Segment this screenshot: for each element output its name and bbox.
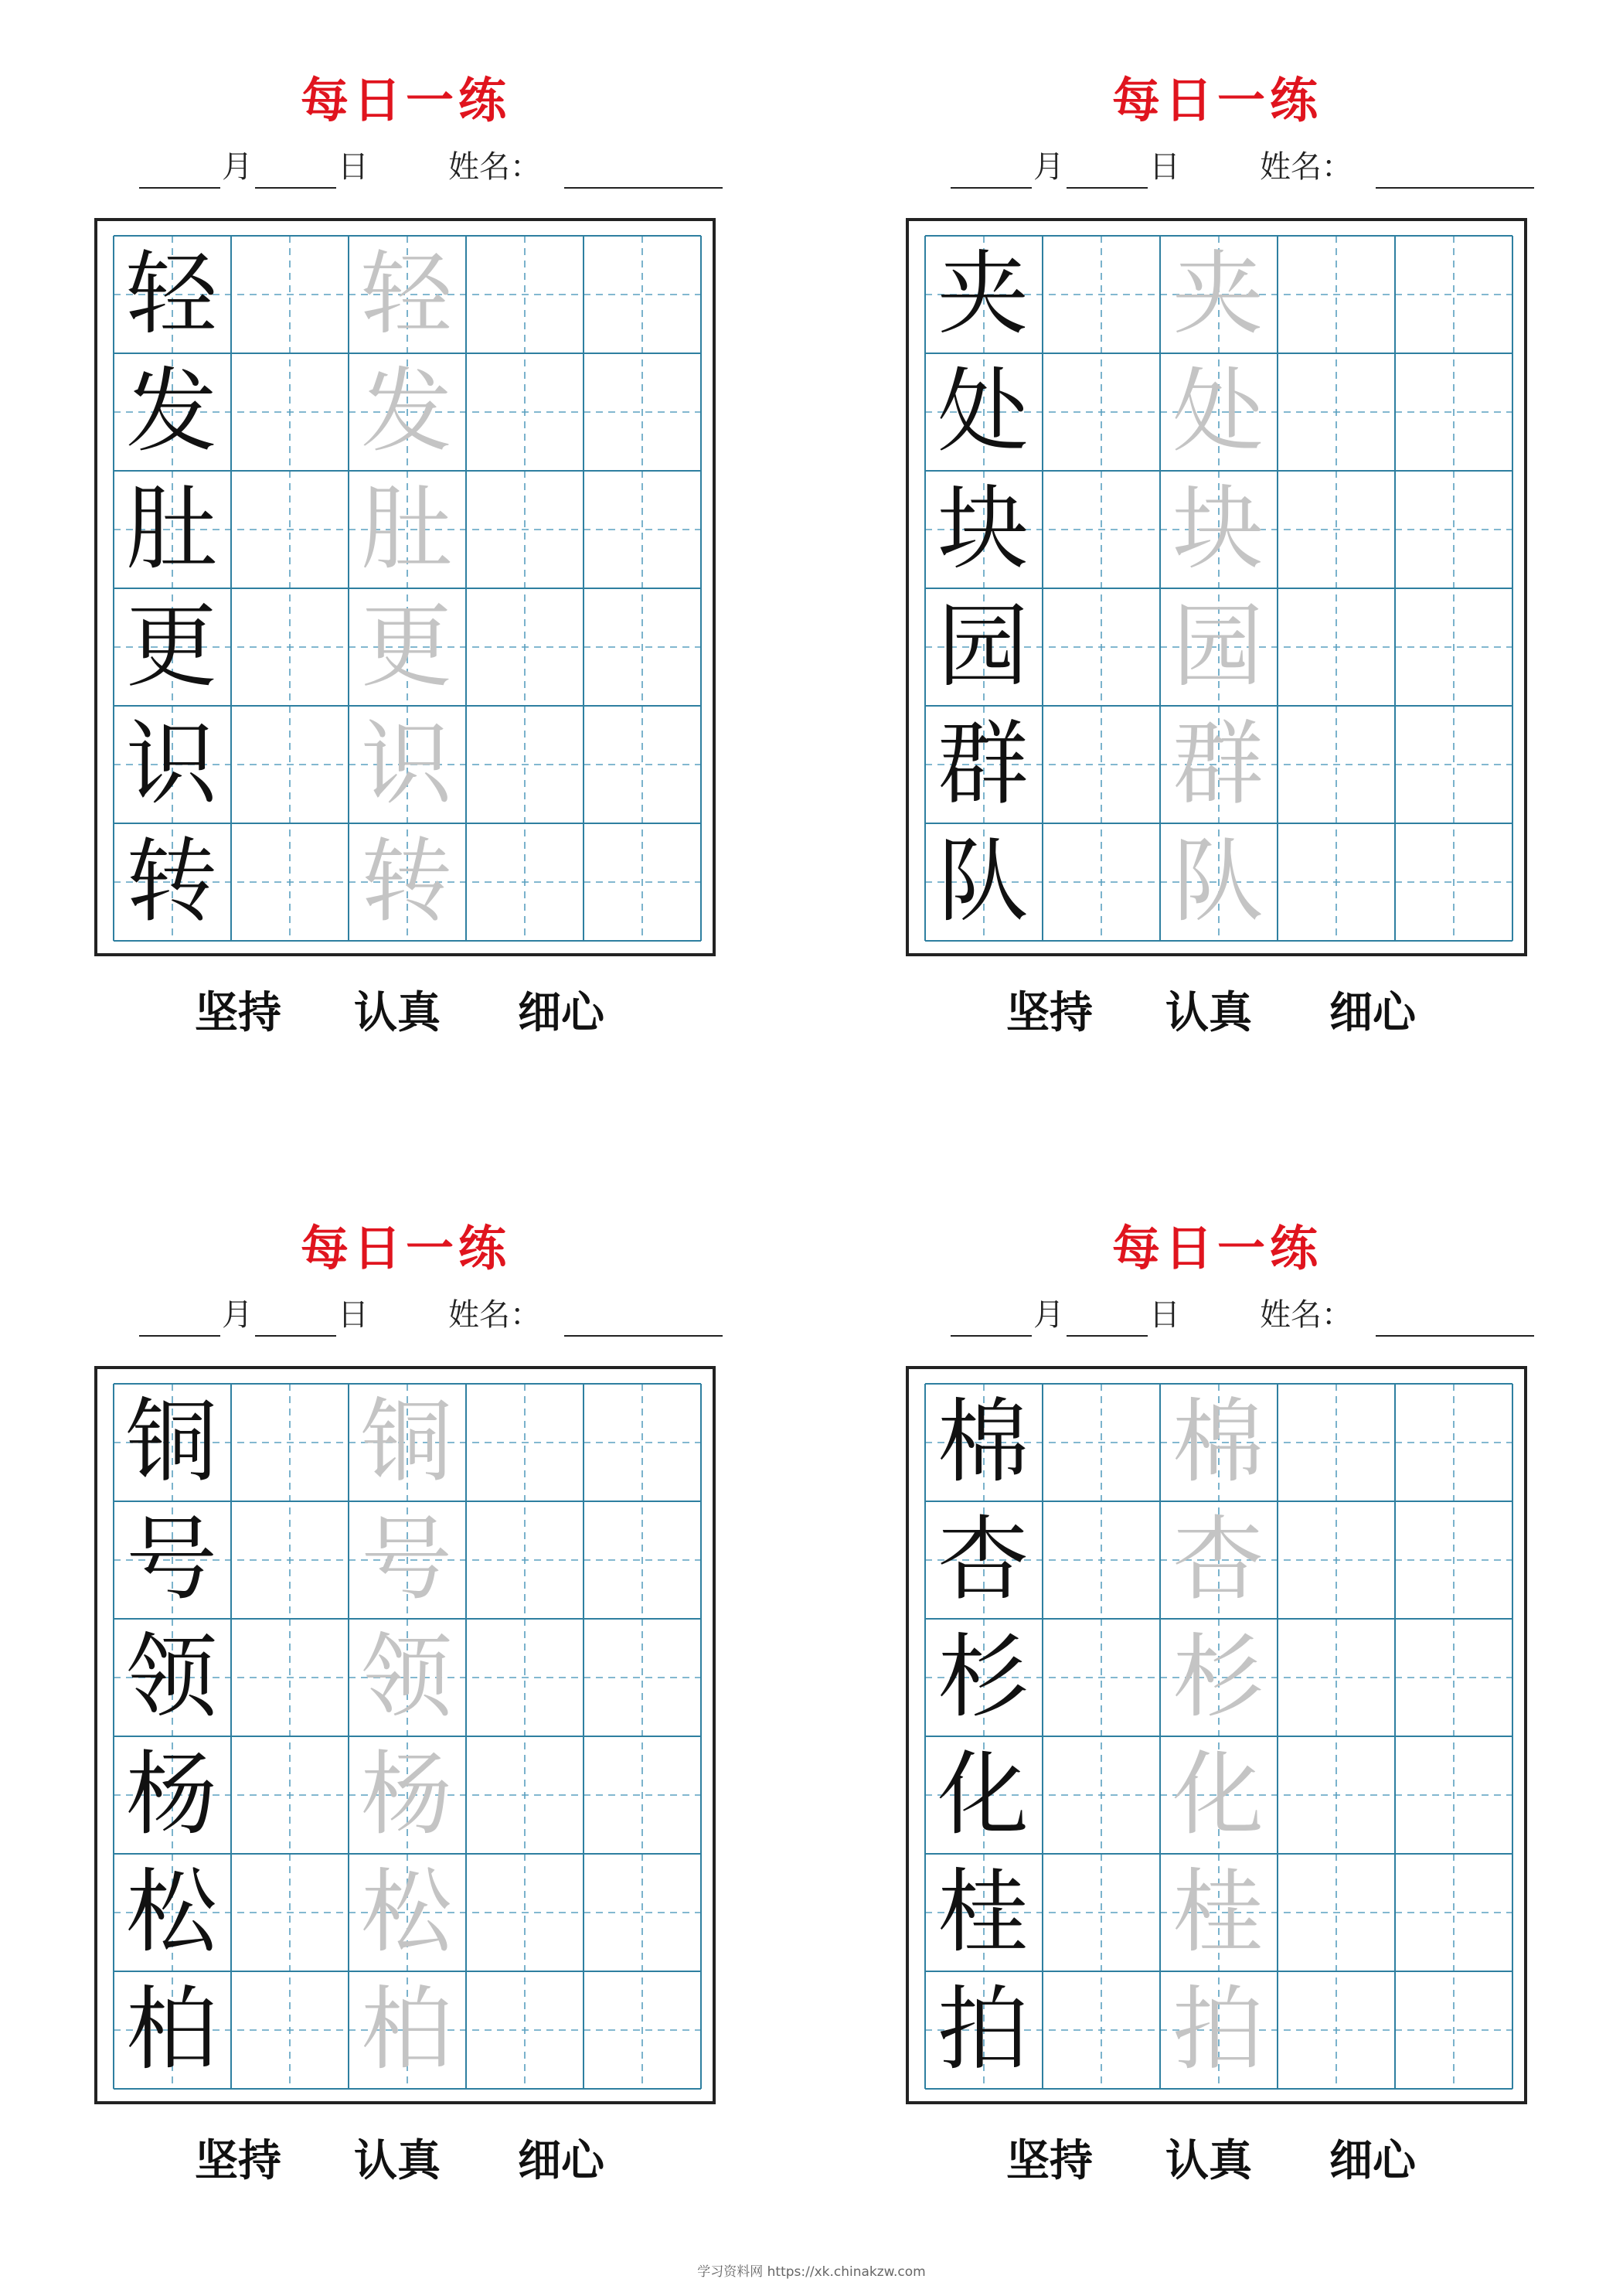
- trace-character: 轻: [360, 240, 452, 347]
- month-blank[interactable]: [951, 187, 1032, 189]
- date-name-row: [812, 147, 1623, 193]
- tianzige-grid-frame: [94, 218, 716, 956]
- model-character: 块: [937, 475, 1029, 582]
- model-character: 松: [125, 1858, 217, 1965]
- model-character: 群: [937, 710, 1029, 817]
- motto-careful: 认真: [354, 987, 441, 1038]
- trace-character: 更: [360, 593, 452, 700]
- trace-character: 领: [360, 1623, 452, 1730]
- model-character: 队: [937, 828, 1029, 935]
- model-character: 杏: [937, 1506, 1029, 1613]
- trace-character: 棉: [1172, 1388, 1264, 1495]
- motto-row: [0, 2130, 812, 2192]
- trace-character: 队: [1172, 828, 1264, 935]
- motto-careful: 认真: [1165, 987, 1252, 1038]
- model-character: 园: [937, 593, 1029, 700]
- motto-persist: 坚持: [195, 987, 281, 1038]
- model-character: 处: [937, 358, 1029, 465]
- day-label: 日: [1149, 1297, 1180, 1333]
- motto-attentive: 细心: [518, 2135, 604, 2186]
- day-blank[interactable]: [1067, 1335, 1148, 1337]
- day-blank[interactable]: [1067, 187, 1148, 189]
- model-character: 柏: [125, 1976, 217, 2083]
- practice-sheet-3: [0, 1148, 812, 2296]
- name-blank[interactable]: [1376, 187, 1534, 189]
- name-blank[interactable]: [564, 187, 723, 189]
- trace-character: 块: [1172, 475, 1264, 582]
- name-label: 姓名：: [1260, 149, 1352, 185]
- motto-row: [812, 2130, 1623, 2192]
- month-label: 月: [1033, 149, 1064, 185]
- month-label: 月: [1033, 1297, 1064, 1333]
- name-blank[interactable]: [1376, 1335, 1534, 1337]
- motto-attentive: 细心: [1329, 2135, 1416, 2186]
- trace-character: 转: [360, 828, 452, 935]
- name-blank[interactable]: [564, 1335, 723, 1337]
- trace-character: 处: [1172, 358, 1264, 465]
- model-character: 杉: [937, 1623, 1029, 1730]
- model-character: 发: [125, 358, 217, 465]
- month-blank[interactable]: [139, 187, 220, 189]
- trace-character: 松: [360, 1858, 452, 1965]
- day-blank[interactable]: [255, 1335, 336, 1337]
- trace-character: 桂: [1172, 1858, 1264, 1965]
- practice-sheet-4: [812, 1148, 1623, 2296]
- model-character: 拍: [937, 1976, 1029, 2083]
- trace-character: 夹: [1172, 240, 1264, 347]
- trace-character: 号: [360, 1506, 452, 1613]
- practice-sheet-1: [0, 0, 812, 1148]
- motto-row: [812, 982, 1623, 1044]
- tianzige-grid-frame: [906, 1366, 1527, 2104]
- model-character: 夹: [937, 240, 1029, 347]
- model-character: 转: [125, 828, 217, 935]
- model-character: 杨: [125, 1741, 217, 1848]
- day-label: 日: [338, 1297, 369, 1333]
- model-character: 号: [125, 1506, 217, 1613]
- tianzige-grid-frame: [94, 1366, 716, 2104]
- model-character: 铜: [125, 1388, 217, 1495]
- footer-source: 学习资料网 https://xk.chinakzw.com: [697, 2264, 926, 2280]
- motto-attentive: 细心: [1329, 987, 1416, 1038]
- sheet-title: 每日一练: [1111, 1220, 1322, 1276]
- date-name-row: [0, 147, 812, 193]
- model-character: 棉: [937, 1388, 1029, 1495]
- motto-persist: 坚持: [195, 2135, 281, 2186]
- trace-character: 拍: [1172, 1976, 1264, 2083]
- name-label: 姓名：: [1260, 1297, 1352, 1333]
- model-character: 化: [937, 1741, 1029, 1848]
- trace-character: 柏: [360, 1976, 452, 2083]
- month-label: 月: [222, 1297, 253, 1333]
- trace-character: 杨: [360, 1741, 452, 1848]
- trace-character: 识: [360, 710, 452, 817]
- sheet-title: 每日一练: [1111, 72, 1322, 128]
- month-blank[interactable]: [139, 1335, 220, 1337]
- model-character: 识: [125, 710, 217, 817]
- practice-sheet-2: [812, 0, 1623, 1148]
- trace-character: 发: [360, 358, 452, 465]
- trace-character: 杉: [1172, 1623, 1264, 1730]
- motto-persist: 坚持: [1006, 987, 1093, 1038]
- model-character: 肚: [125, 475, 217, 582]
- day-label: 日: [338, 149, 369, 185]
- model-character: 桂: [937, 1858, 1029, 1965]
- motto-persist: 坚持: [1006, 2135, 1093, 2186]
- sheet-title: 每日一练: [300, 72, 511, 128]
- month-label: 月: [222, 149, 253, 185]
- name-label: 姓名：: [448, 1297, 541, 1333]
- date-name-row: [0, 1295, 812, 1341]
- trace-character: 肚: [360, 475, 452, 582]
- day-label: 日: [1149, 149, 1180, 185]
- trace-character: 化: [1172, 1741, 1264, 1848]
- tianzige-grid-frame: [906, 218, 1527, 956]
- month-blank[interactable]: [951, 1335, 1032, 1337]
- trace-character: 园: [1172, 593, 1264, 700]
- motto-careful: 认真: [1165, 2135, 1252, 2186]
- motto-careful: 认真: [354, 2135, 441, 2186]
- model-character: 轻: [125, 240, 217, 347]
- trace-character: 铜: [360, 1388, 452, 1495]
- name-label: 姓名：: [448, 149, 541, 185]
- motto-row: [0, 982, 812, 1044]
- day-blank[interactable]: [255, 187, 336, 189]
- trace-character: 群: [1172, 710, 1264, 817]
- model-character: 领: [125, 1623, 217, 1730]
- trace-character: 杏: [1172, 1506, 1264, 1613]
- model-character: 更: [125, 593, 217, 700]
- motto-attentive: 细心: [518, 987, 604, 1038]
- date-name-row: [812, 1295, 1623, 1341]
- sheet-title: 每日一练: [300, 1220, 511, 1276]
